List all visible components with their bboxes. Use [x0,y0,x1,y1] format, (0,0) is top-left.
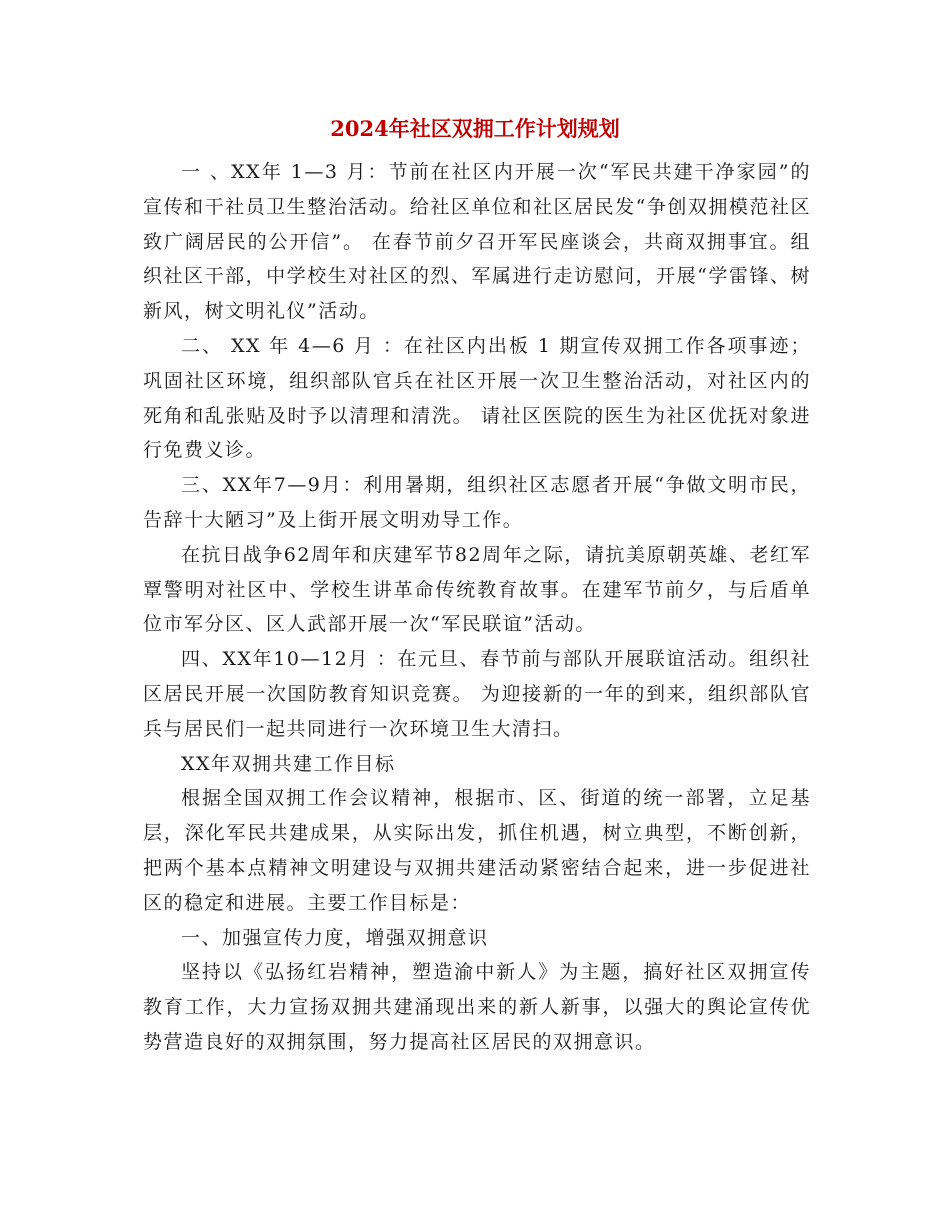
paragraph-plan-q2: 二、 XX 年 4—6 月 ：在社区内出板 1 期宣传双拥工作各项事迹； 巩固社区环境，组织部队官兵在社区开展一次卫生整治活动，对社区内的死角和乱张贴及时予以清理和清洗。 请社区医院的医生为社区优抚对象进行免费义诊。 [143,334,811,462]
paragraph-publicity: 坚持以《弘扬红岩精神，塑造渝中新人》为主题，搞好社区双拥宣传教育工作，大力宣扬双拥共建涌现出来的新人新事，以强大的舆论宣传优势营造良好的双拥氛围，努力提高社区居民的双拥意识。 [143,961,811,1053]
paragraph-plan-q4: 四、XX年10—12月 ：在元旦、春节前与部队开展联谊活动。组织社区居民开展一次国防教育知识竞赛。 为迎接新的一年的到来，组织部队官兵与居民们一起共同进行一次环境卫生大清扫。 [143,648,811,740]
document-body [143,155,811,1060]
section-heading-goals: XX年双拥共建工作目标 [181,752,396,775]
paragraph-goals-intro: 根据全国双拥工作会议精神，根据市、区、街道的统一部署，立足基层，深化军民共建成果，从实际出发，抓住机遇，树立典型，不断创新，把两个基本点精神文明建设与双拥共建活动紧密结合起来，进一步促进社区的稳定和进展。主要工作目标是： [143,787,811,914]
subheading-publicity: 一、加强宣传力度，增强双拥意识 [181,926,489,949]
paragraph-plan-q3: 三、XX年7—9月：利用暑期，组织社区志愿者开展“争做文明市民，告辞十大陋习”及上街开展文明劝导工作。 [143,474,811,531]
document-title: 2024年社区双拥工作计划规划 [330,116,620,141]
paragraph-plan-q1: 一 、XX年 1—3 月：节前在社区内开展一次“军民共建干净家园”的宣传和干社员卫生整治活动。给社区单位和社区居民发“争创双拥模范社区致广阔居民的公开信”。 在春节前夕召开军民座谈会，共商双拥事宜。组织社区干部，中学校生对社区的烈、军属进行走访慰问，开展“学雷锋、树新风，树文明礼仪”活动。 [143,161,811,323]
paragraph-anniversary: 在抗日战争62周年和庆建军节82周年之际，请抗美原朝英雄、老红军覃警明对社区中、学校生讲革命传统教育故事。在建军节前夕，与后盾单位市军分区、区人武部开展一次“军民联谊”活动。 [143,543,811,636]
